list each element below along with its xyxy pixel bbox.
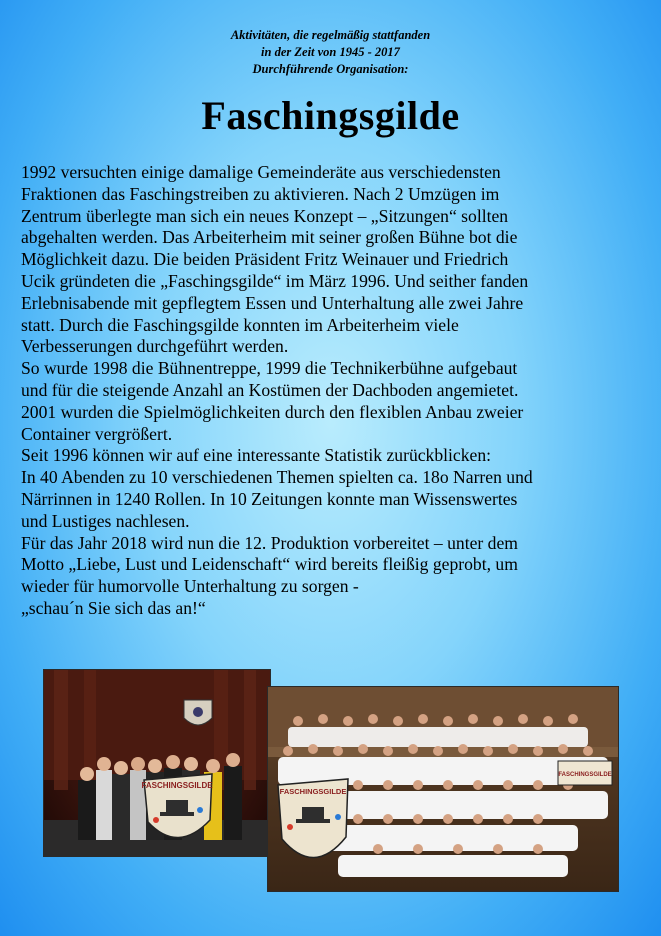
photo2-banner-text: FASCHINGSGILDE <box>558 772 612 778</box>
header-block <box>0 27 661 78</box>
page-title: Faschingsgilde <box>201 93 460 138</box>
body-line: Verbesserungen durchgeführt werden. <box>21 336 289 357</box>
body-line: Närrinnen in 1240 Rollen. In 10 Zeitungen konnte man Wissenswertes <box>21 488 518 509</box>
body-line: und für die steigende Anzahl an Kostümen der Dachboden angemietet. <box>21 379 519 400</box>
header-line-1: Aktivitäten, die regelmäßig stattfanden <box>230 28 431 42</box>
body-line: Zentrum überlegte man sich ein neues Konzept – „Sitzungen“ sollten <box>21 205 509 226</box>
header-line-2: in der Zeit von 1945 - 2017 <box>261 45 400 59</box>
photo-group-large <box>267 686 619 892</box>
photo2-shield-text: FASCHINGSGILDE <box>279 787 347 796</box>
body-line: 2001 wurden die Spielmöglichkeiten durch den flexiblen Anbau zweier <box>21 401 524 422</box>
body-line: statt. Durch die Faschingsgilde konnten im Arbeiterheim viele <box>21 314 459 335</box>
photo-group-stage <box>43 669 271 857</box>
body-line: Möglichkeit dazu. Die beiden Präsident Fritz Weinauer und Friedrich <box>21 249 509 270</box>
body-line: Ucik gründeten die „Faschingsgilde“ im März 1996. Und seither fanden <box>21 270 529 291</box>
body-line: Seit 1996 können wir auf eine interessante Statistik zurückblicken: <box>21 445 492 466</box>
body-line: und Lustiges nachlesen. <box>21 510 190 531</box>
body-line: Motto „Liebe, Lust und Leidenschaft“ wird bereits fleißig geprobt, um <box>21 554 518 575</box>
body-line: 1992 versuchten einige damalige Gemeinderäte aus verschiedensten <box>21 162 501 182</box>
body-line: Fraktionen das Faschingstreiben zu aktivieren. Nach 2 Umzügen im <box>21 183 500 204</box>
body-line: Container vergrößert. <box>21 423 173 444</box>
body-line: Für das Jahr 2018 wird nun die 12. Produktion vorbereitet – unter dem <box>21 532 518 553</box>
photo-group-stage-image <box>44 670 270 856</box>
body-line: In 40 Abenden zu 10 verschiedenen Themen spielten ca. 18o Narren und <box>21 467 533 488</box>
body-line: wieder für humorvolle Unterhaltung zu sorgen - <box>21 576 359 597</box>
body-line: „schau´n Sie sich das an!“ <box>21 597 206 618</box>
body-text <box>21 162 653 620</box>
body-line: So wurde 1998 die Bühnentreppe, 1999 die Technikerbühne aufgebaut <box>21 358 518 379</box>
photo1-shield-text: FASCHINGSGILDE <box>141 781 213 790</box>
body-line: Erlebnisabende mit gepflegtem Essen und Unterhaltung alle zwei Jahre <box>21 292 524 313</box>
photo-group-large-image <box>268 687 618 891</box>
header-line-3: Durchführende Organisation: <box>252 62 409 76</box>
body-line: abgehalten werden. Das Arbeiterheim mit seiner großen Bühne bot die <box>21 227 518 248</box>
